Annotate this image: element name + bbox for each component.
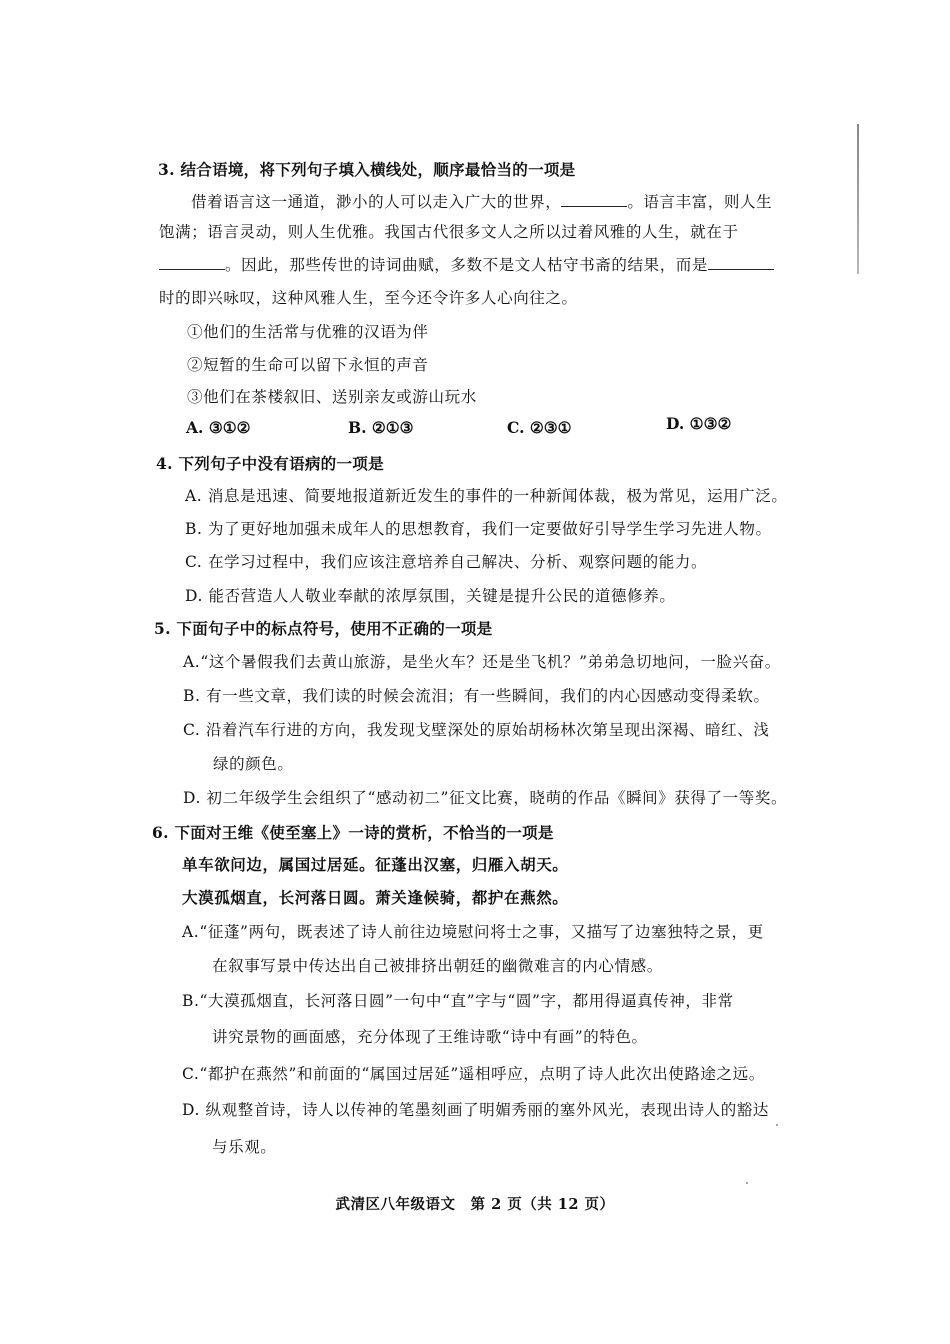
question-3-passage-line-3	[159, 255, 774, 275]
question-6-option-a-line-1[interactable]: A.“征蓬”两句，既表述了诗人前往边境慰问将士之事，又描写了边塞独特之景，更	[182, 923, 764, 941]
question-3-passage-line-2: 饱满；语言灵动，则人生优雅。我国古代很多文人之所以过着风雅的人生，就在于	[159, 223, 739, 241]
scan-speck	[776, 1124, 778, 1126]
question-3-option-a[interactable]: A. ③①②	[186, 418, 251, 437]
question-6-option-c[interactable]: C.“都护在燕然”和前面的“属国过居延”遥相呼应，点明了诗人此次出使路途之远。	[182, 1065, 765, 1083]
question-3-item-1: ①他们的生活常与优雅的汉语为伴	[187, 323, 429, 341]
question-5-option-d[interactable]: D. 初二年级学生会组织了“感动初二”征文比赛，晓萌的作品《瞬间》获得了一等奖。	[183, 789, 788, 807]
question-6-option-d-line-1[interactable]: D. 纵观整首诗，诗人以传神的笔墨刻画了明媚秀丽的塞外风光，表现出诗人的豁达	[182, 1101, 770, 1119]
fill-blank-2[interactable]	[159, 255, 225, 270]
question-3-item-3: ③他们在茶楼叙旧、送别亲友或游山玩水	[187, 388, 477, 406]
question-6-option-d-line-2: 与乐观。	[212, 1138, 277, 1156]
question-6-title: 6. 下面对王维《使至塞上》一诗的赏析，不恰当的一项是	[152, 823, 554, 842]
question-4-option-b[interactable]: B. 为了更好地加强未成年人的思想教育，我们一定要做好引导学生学习先进人物。	[185, 520, 772, 538]
question-4-title: 4. 下列句子中没有语病的一项是	[156, 454, 384, 473]
fill-blank-1[interactable]	[561, 192, 627, 207]
fill-blank-3[interactable]	[708, 255, 774, 270]
page-footer: 武清区八年级语文 第 2 页（共 12 页）	[335, 1196, 615, 1213]
question-5-option-c-line-2: 绿的颜色。	[213, 755, 294, 773]
question-5-title: 5. 下面句子中的标点符号，使用不正确的一项是	[154, 619, 493, 638]
question-6-option-a-line-2: 在叙事写景中传达出自己被排挤出朝廷的幽微难言的内心情感。	[212, 957, 663, 975]
question-4-option-c[interactable]: C. 在学习过程中，我们应该注意培养自己解决、分析、观察问题的能力。	[185, 553, 708, 571]
question-4-option-a[interactable]: A. 消息是迅速、简要地报道新近发生的事件的一种新闻体裁，极为常见，运用广泛。	[185, 487, 788, 505]
question-3-passage-line-4: 时的即兴咏叹，这种风雅人生，至今还令许多人心向往之。	[159, 289, 578, 307]
question-3-item-2: ②短暂的生命可以留下永恒的声音	[187, 356, 429, 374]
question-3-option-b[interactable]: B. ②①③	[348, 418, 414, 437]
question-6-option-b-line-1[interactable]: B.“大漠孤烟直，长河落日圆”一句中“直”字与“圆”字，都用得逼真传神，非常	[182, 992, 734, 1010]
question-3-title: 3. 结合语境，将下列句子填入横线处，顺序最恰当的一项是	[158, 160, 576, 179]
question-3-option-c[interactable]: C. ②③①	[507, 418, 572, 437]
question-5-option-c-line-1[interactable]: C. 沿着汽车行进的方向，我发现戈壁深处的原始胡杨林次第呈现出深褐、暗红、浅	[183, 721, 770, 739]
passage-text: 。语言丰富，则人生	[627, 193, 773, 211]
passage-text: 。因此，那些传世的诗词曲赋，多数不是文人枯守书斋的结果，而是	[225, 256, 709, 274]
poem-line-2: 大漠孤烟直，长河落日圆。萧关逢候骑，都护在燕然。	[182, 888, 569, 907]
question-5-option-b[interactable]: B. 有一些文章，我们读的时候会流泪；有一些瞬间，我们的内心因感动变得柔软。	[183, 687, 770, 705]
question-5-option-a[interactable]: A.“这个暑假我们去黄山旅游，是坐火车？还是坐飞机？”弟弟急切地问，一脸兴奋。	[183, 653, 781, 671]
scan-speck	[746, 1182, 748, 1184]
scan-edge-mark	[857, 124, 859, 274]
question-3-passage-line-1	[191, 192, 772, 212]
poem-line-1: 单车欲问边，属国过居延。征蓬出汉塞，归雁入胡天。	[182, 855, 569, 874]
passage-text: 借着语言这一通道，渺小的人可以走入广大的世界，	[191, 193, 562, 211]
question-3-option-d[interactable]: D. ①③②	[666, 414, 732, 433]
question-4-option-d[interactable]: D. 能否营造人人敬业奉献的浓厚氛围，关键是提升公民的道德修养。	[185, 587, 676, 605]
question-6-option-b-line-2: 讲究景物的画面感，充分体现了王维诗歌“诗中有画”的特色。	[212, 1028, 648, 1046]
